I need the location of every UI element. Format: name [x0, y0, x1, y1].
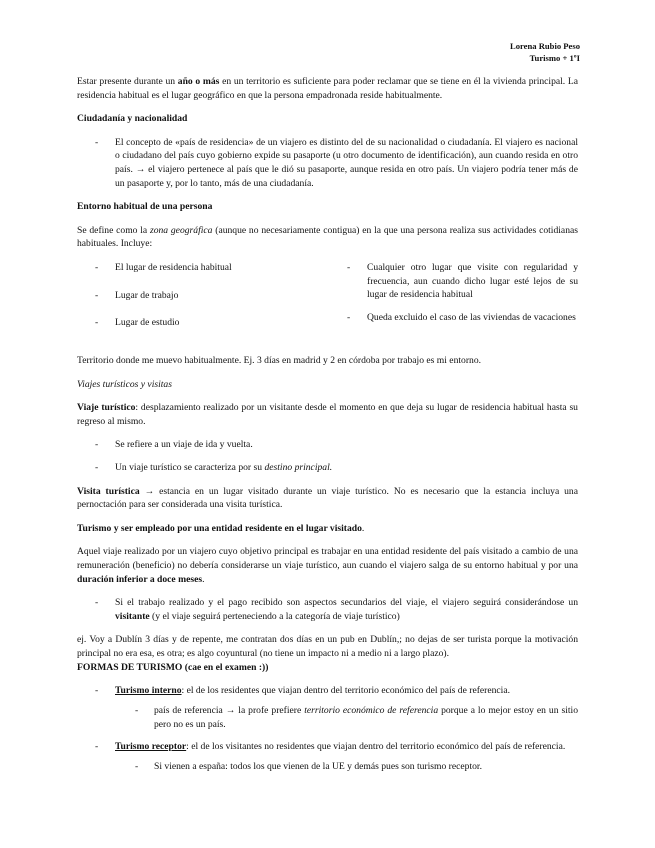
list-item: - Si el trabajo realizado y el pago recibido son aspectos secundarios del viaje, el viajero seguirá considerándose un visitante (y el viaje seguirá perteneciendo a la categoría de viaje turístico)	[77, 596, 578, 623]
list-item-turismo-interno: - Turismo interno: el de los residentes que viajan dentro del territorio económico del país de referencia. - país de referencia → la profe prefiere territorio económico de referencia porque a lo mejor estoy en un sitio pero no es un país.	[77, 684, 578, 731]
section-heading-formas: FORMAS DE TURISMO (cae en el examen :))	[77, 661, 269, 673]
turismo-receptor-sublist	[77, 760, 578, 774]
author-name: Lorena Rubio Peso	[509, 41, 580, 51]
entorno-list-left	[77, 261, 315, 344]
section-heading-entorno: Entorno habitual de una persona	[77, 201, 213, 213]
list-item: - Si vienen a españa: todos los que vienen de la UE y demás pues son turismo receptor.	[77, 760, 578, 774]
list-item: - El lugar de residencia habitual	[77, 261, 315, 275]
viaje-list	[77, 438, 578, 474]
formas-list	[77, 684, 578, 773]
course-name: Turismo + 1ºI	[529, 53, 580, 64]
list-item-turismo-receptor: - Turismo receptor: el de los visitantes no residentes que viajan dentro del territorio económico del país de referencia. - Si vienen a españa: todos los que vienen de la UE y demás pues son turismo receptor.	[77, 740, 578, 773]
entorno-note: Territorio donde me muevo habitualmente. Ej. 3 días en madrid y 2 en córdoba por trabajo es mi entorno.	[77, 354, 482, 366]
list-item: - Un viaje turístico se caracteriza por su destino principal.	[77, 461, 578, 475]
viajes-subtitle: Viajes turísticos y visitas	[77, 378, 172, 390]
list-item: - Queda excluido el caso de las viviendas de vacaciones	[338, 311, 578, 325]
list-item: - Lugar de trabajo	[77, 289, 315, 303]
list-item: - Se refiere a un viaje de ida y vuelta.	[77, 438, 578, 452]
visita-turistica-definition: Visita turística → estancia en un lugar visitado durante un viaje turístico. No es necesario que la estancia incluya una pernoctación para ser considerada una visita turística.	[77, 485, 578, 511]
empleo-example: ej. Voy a Dublín 3 días y de repente, me contratan dos días en un pub en Dublín,; no dejas de ser turista porque la motivación principal no era esa, es otra; es algo coyuntural (no tiene un impacto ni a medio ni a largo plazo).	[77, 634, 578, 660]
page-header	[510, 40, 580, 64]
turismo-interno-sublist	[77, 704, 578, 731]
entorno-definition: Se define como la zona geográfica (aunque no necesariamente contigua) en la que una persona realiza sus actividades cotidianas habituales. Incluye:	[77, 224, 578, 250]
entorno-two-column-list	[77, 261, 578, 344]
entorno-list-right	[338, 261, 578, 344]
empleo-list	[77, 596, 578, 623]
list-item: - país de referencia → la profe prefiere territorio económico de referencia porque a lo mejor estoy en un sitio pero no es un país.	[77, 704, 578, 731]
section-heading-ciudadania: Ciudadanía y nacionalidad	[77, 113, 188, 125]
ciudadania-list	[77, 136, 578, 190]
list-item: - Cualquier otro lugar que visite con regularidad y frecuencia, aun cuando dicho lugar esté lejos de su lugar de residencia habitual	[338, 261, 578, 302]
viaje-turistico-definition: Viaje turístico: desplazamiento realizado por un visitante desde el momento en que deja su lugar de residencia habitual hasta su regreso al mismo.	[77, 402, 578, 427]
document-body	[77, 75, 578, 783]
section-heading-empleo: Turismo y ser empleado por una entidad residente en el lugar visitado.	[77, 522, 365, 534]
list-item: - Lugar de estudio	[77, 316, 315, 330]
list-item: - El concepto de «país de residencia» de un viajero es distinto del de su nacionalidad o ciudadanía. El viajero es nacional o ciudadano del país cuyo gobierno expide su pasaporte (u otro documento de identificación), aun cuando resida en otro país. → el viajero pertenece al país que le dió su pasaporte, aunque resida en otro país. Un viajero podría tener más de un pasaporte y, por lo tanto, más de una ciudadanía.	[77, 136, 578, 190]
intro-paragraph: Estar presente durante un año o más en un territorio es suficiente para poder reclamar que se tiene en él la vivienda principal. La residencia habitual es el lugar geográfico en que la persona empadronada reside habitualmente.	[77, 76, 579, 101]
empleo-paragraph: Aquel viaje realizado por un viajero cuyo objetivo principal es trabajar en una entidad residente del país visitado a cambio de una remuneración (beneficio) no debería considerarse un viaje turístico, aun cuando el viajero salga de su entorno habitual y por una duración inferior a doce meses.	[77, 546, 578, 585]
